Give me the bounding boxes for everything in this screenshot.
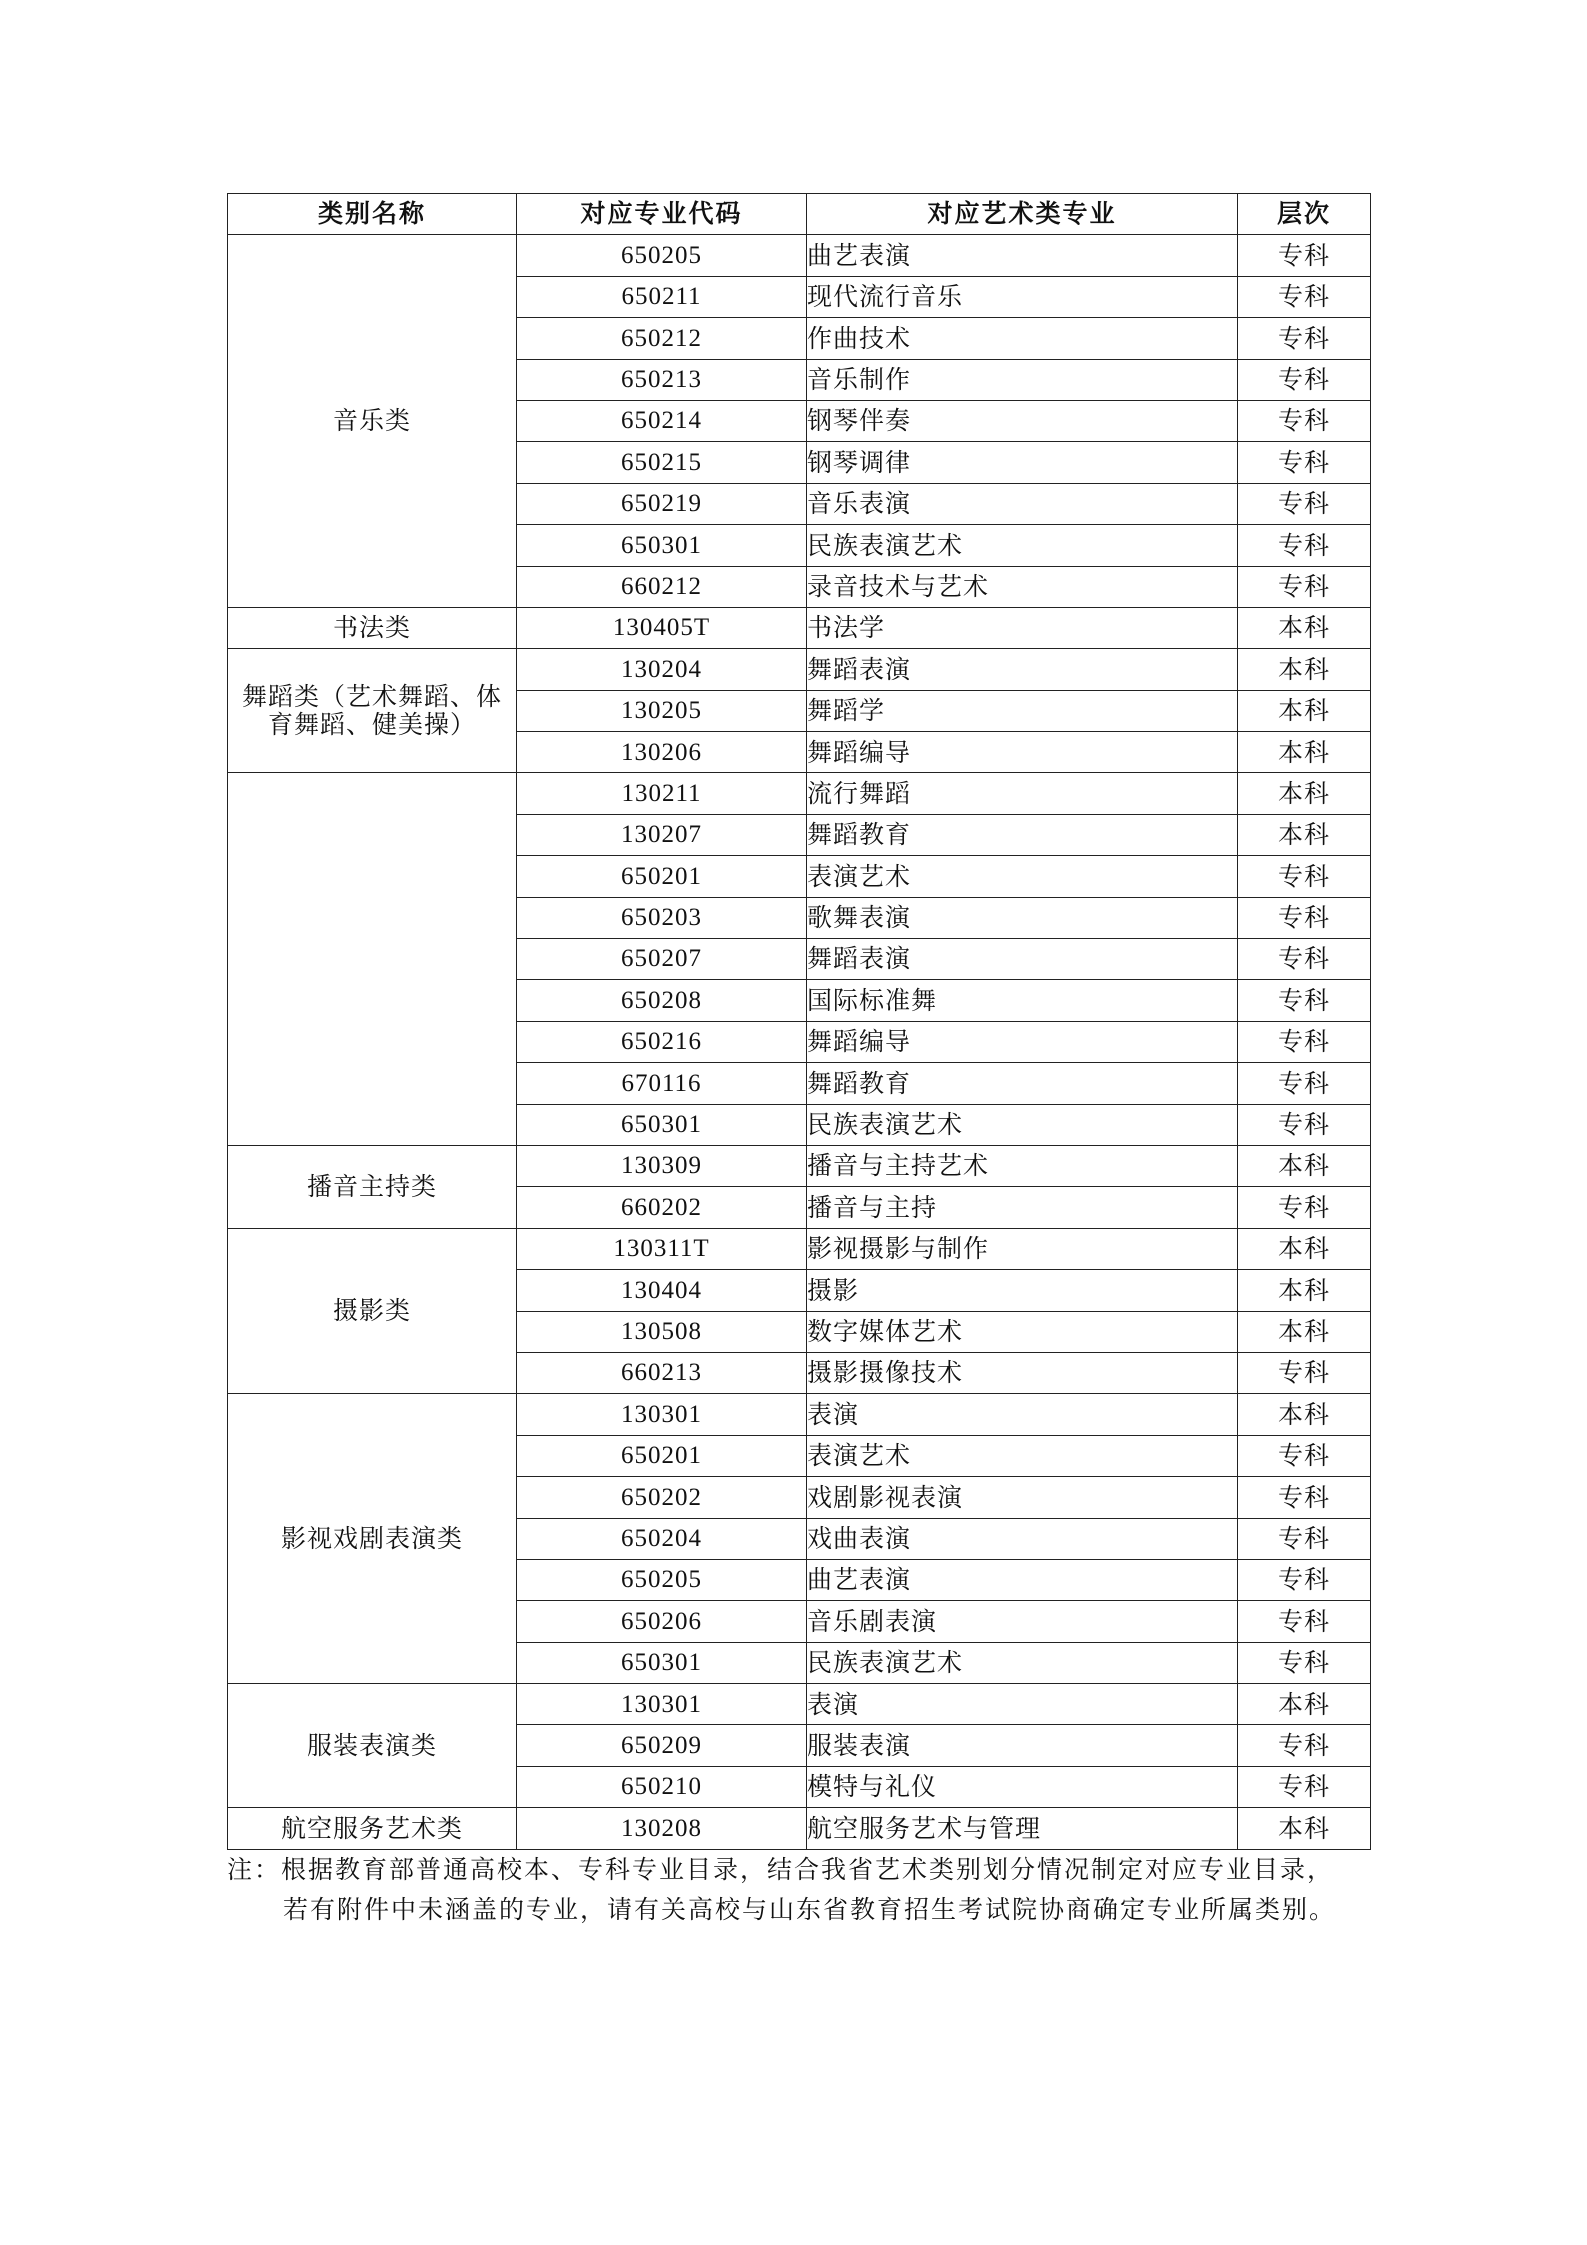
major-cell: 曲艺表演 xyxy=(807,235,1238,276)
code-cell: 660212 xyxy=(517,566,807,607)
header-level: 层次 xyxy=(1238,194,1371,235)
code-cell: 650215 xyxy=(517,442,807,483)
major-cell: 国际标准舞 xyxy=(807,980,1238,1021)
category-cell: 舞蹈类（艺术舞蹈、体育舞蹈、健美操） xyxy=(228,649,517,773)
level-cell: 专科 xyxy=(1238,1104,1371,1145)
major-cell: 表演 xyxy=(807,1684,1238,1725)
category-cell: 播音主持类 xyxy=(228,1145,517,1228)
major-cell: 舞蹈编导 xyxy=(807,732,1238,773)
code-cell: 650219 xyxy=(517,483,807,524)
major-cell: 现代流行音乐 xyxy=(807,276,1238,317)
major-table xyxy=(227,193,1371,1850)
code-cell: 650206 xyxy=(517,1601,807,1642)
footnote xyxy=(227,1850,1357,1930)
level-cell: 专科 xyxy=(1238,483,1371,524)
level-cell: 专科 xyxy=(1238,1477,1371,1518)
level-cell: 本科 xyxy=(1238,1228,1371,1269)
level-cell: 本科 xyxy=(1238,649,1371,690)
code-cell: 660202 xyxy=(517,1187,807,1228)
table-row xyxy=(228,1394,1371,1435)
code-cell: 650207 xyxy=(517,939,807,980)
code-cell: 130309 xyxy=(517,1145,807,1186)
level-cell: 专科 xyxy=(1238,1021,1371,1062)
header-category: 类别名称 xyxy=(228,194,517,235)
level-cell: 本科 xyxy=(1238,1394,1371,1435)
major-cell: 音乐剧表演 xyxy=(807,1601,1238,1642)
level-cell: 专科 xyxy=(1238,400,1371,441)
major-cell: 录音技术与艺术 xyxy=(807,566,1238,607)
level-cell: 本科 xyxy=(1238,1684,1371,1725)
level-cell: 专科 xyxy=(1238,525,1371,566)
level-cell: 专科 xyxy=(1238,566,1371,607)
major-cell: 钢琴伴奏 xyxy=(807,400,1238,441)
level-cell: 专科 xyxy=(1238,1063,1371,1104)
code-cell: 650201 xyxy=(517,856,807,897)
code-cell: 650301 xyxy=(517,1642,807,1683)
major-cell: 音乐制作 xyxy=(807,359,1238,400)
table-row xyxy=(228,1808,1371,1849)
table-row xyxy=(228,235,1371,276)
code-cell: 650212 xyxy=(517,318,807,359)
major-cell: 数字媒体艺术 xyxy=(807,1311,1238,1352)
major-cell: 民族表演艺术 xyxy=(807,525,1238,566)
category-cell: 影视戏剧表演类 xyxy=(228,1394,517,1684)
code-cell: 130207 xyxy=(517,814,807,855)
level-cell: 专科 xyxy=(1238,359,1371,400)
level-cell: 本科 xyxy=(1238,732,1371,773)
level-cell: 专科 xyxy=(1238,442,1371,483)
level-cell: 专科 xyxy=(1238,939,1371,980)
level-cell: 本科 xyxy=(1238,814,1371,855)
category-cell: 音乐类 xyxy=(228,235,517,608)
code-cell: 130204 xyxy=(517,649,807,690)
level-cell: 专科 xyxy=(1238,276,1371,317)
code-cell: 650213 xyxy=(517,359,807,400)
major-cell: 民族表演艺术 xyxy=(807,1104,1238,1145)
level-cell: 本科 xyxy=(1238,690,1371,731)
major-cell: 作曲技术 xyxy=(807,318,1238,359)
table-row xyxy=(228,607,1371,648)
code-cell: 130206 xyxy=(517,732,807,773)
level-cell: 专科 xyxy=(1238,1518,1371,1559)
footnote-text: 注：根据教育部普通高校本、专科专业目录，结合我省艺术类别划分情况制定对应专业目录，若有附件中未涵盖的专业，请有关高校与山东省教育招生考试院协商确定专业所属类别。 xyxy=(227,1855,1337,1924)
level-cell: 专科 xyxy=(1238,1187,1371,1228)
category-cell: 航空服务艺术类 xyxy=(228,1808,517,1849)
code-cell: 650201 xyxy=(517,1435,807,1476)
header-major: 对应艺术类专业 xyxy=(807,194,1238,235)
level-cell: 本科 xyxy=(1238,1145,1371,1186)
major-cell: 播音与主持艺术 xyxy=(807,1145,1238,1186)
major-cell: 钢琴调律 xyxy=(807,442,1238,483)
major-cell: 流行舞蹈 xyxy=(807,773,1238,814)
code-cell: 130205 xyxy=(517,690,807,731)
major-cell: 民族表演艺术 xyxy=(807,1642,1238,1683)
code-cell: 130404 xyxy=(517,1270,807,1311)
level-cell: 本科 xyxy=(1238,607,1371,648)
level-cell: 专科 xyxy=(1238,980,1371,1021)
major-cell: 音乐表演 xyxy=(807,483,1238,524)
major-cell: 舞蹈学 xyxy=(807,690,1238,731)
table-row xyxy=(228,649,1371,690)
code-cell: 650301 xyxy=(517,525,807,566)
level-cell: 本科 xyxy=(1238,773,1371,814)
major-cell: 戏曲表演 xyxy=(807,1518,1238,1559)
major-cell: 服装表演 xyxy=(807,1725,1238,1766)
code-cell: 130311T xyxy=(517,1228,807,1269)
code-cell: 650214 xyxy=(517,400,807,441)
level-cell: 专科 xyxy=(1238,856,1371,897)
table-row xyxy=(228,1684,1371,1725)
table-body xyxy=(228,235,1371,1849)
major-cell: 舞蹈表演 xyxy=(807,649,1238,690)
code-cell: 650202 xyxy=(517,1477,807,1518)
major-cell: 歌舞表演 xyxy=(807,897,1238,938)
level-cell: 专科 xyxy=(1238,1725,1371,1766)
level-cell: 专科 xyxy=(1238,1766,1371,1807)
major-cell: 戏剧影视表演 xyxy=(807,1477,1238,1518)
table-row xyxy=(228,1228,1371,1269)
level-cell: 专科 xyxy=(1238,1601,1371,1642)
major-cell: 舞蹈编导 xyxy=(807,1021,1238,1062)
header-code: 对应专业代码 xyxy=(517,194,807,235)
code-cell: 130301 xyxy=(517,1394,807,1435)
major-cell: 模特与礼仪 xyxy=(807,1766,1238,1807)
code-cell: 650203 xyxy=(517,897,807,938)
major-cell: 表演艺术 xyxy=(807,1435,1238,1476)
level-cell: 专科 xyxy=(1238,1559,1371,1600)
major-cell: 航空服务艺术与管理 xyxy=(807,1808,1238,1849)
code-cell: 660213 xyxy=(517,1352,807,1393)
major-cell: 舞蹈教育 xyxy=(807,1063,1238,1104)
level-cell: 专科 xyxy=(1238,1435,1371,1476)
category-cell-empty xyxy=(228,773,517,1146)
level-cell: 本科 xyxy=(1238,1270,1371,1311)
code-cell: 650208 xyxy=(517,980,807,1021)
major-cell: 曲艺表演 xyxy=(807,1559,1238,1600)
level-cell: 专科 xyxy=(1238,1642,1371,1683)
level-cell: 专科 xyxy=(1238,897,1371,938)
code-cell: 650205 xyxy=(517,1559,807,1600)
major-cell: 舞蹈教育 xyxy=(807,814,1238,855)
code-cell: 130508 xyxy=(517,1311,807,1352)
table-row xyxy=(228,1145,1371,1186)
major-cell: 舞蹈表演 xyxy=(807,939,1238,980)
code-cell: 650211 xyxy=(517,276,807,317)
code-cell: 650210 xyxy=(517,1766,807,1807)
header-row xyxy=(228,194,1371,235)
major-cell: 影视摄影与制作 xyxy=(807,1228,1238,1269)
major-cell: 摄影 xyxy=(807,1270,1238,1311)
category-cell: 摄影类 xyxy=(228,1228,517,1394)
level-cell: 专科 xyxy=(1238,1352,1371,1393)
major-cell: 播音与主持 xyxy=(807,1187,1238,1228)
table-row xyxy=(228,773,1371,814)
code-cell: 650209 xyxy=(517,1725,807,1766)
major-cell: 书法学 xyxy=(807,607,1238,648)
level-cell: 本科 xyxy=(1238,1808,1371,1849)
major-cell: 表演艺术 xyxy=(807,856,1238,897)
code-cell: 130301 xyxy=(517,1684,807,1725)
level-cell: 本科 xyxy=(1238,1311,1371,1352)
code-cell: 650301 xyxy=(517,1104,807,1145)
major-cell: 表演 xyxy=(807,1394,1238,1435)
code-cell: 130405T xyxy=(517,607,807,648)
code-cell: 650204 xyxy=(517,1518,807,1559)
level-cell: 专科 xyxy=(1238,318,1371,359)
category-cell: 服装表演类 xyxy=(228,1684,517,1808)
code-cell: 130208 xyxy=(517,1808,807,1849)
code-cell: 670116 xyxy=(517,1063,807,1104)
level-cell: 专科 xyxy=(1238,235,1371,276)
category-cell: 书法类 xyxy=(228,607,517,648)
code-cell: 650205 xyxy=(517,235,807,276)
major-cell: 摄影摄像技术 xyxy=(807,1352,1238,1393)
code-cell: 130211 xyxy=(517,773,807,814)
code-cell: 650216 xyxy=(517,1021,807,1062)
